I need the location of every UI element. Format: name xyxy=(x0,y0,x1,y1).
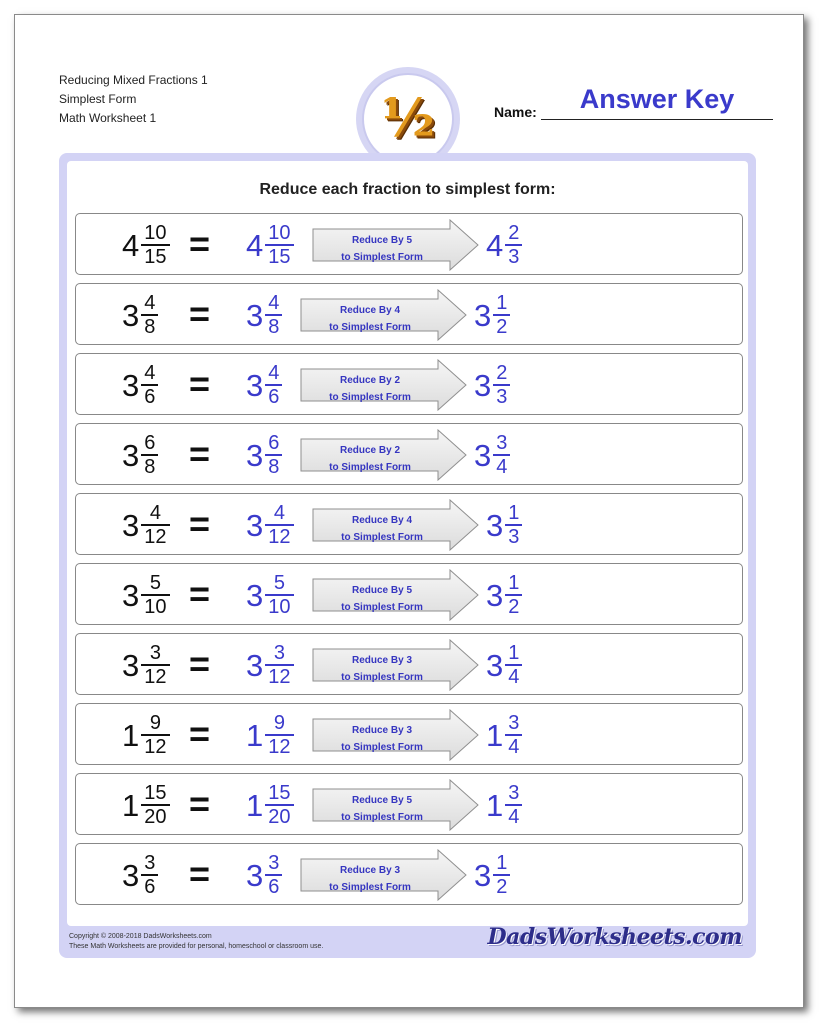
restated-mixed-fraction xyxy=(246,494,294,556)
question-mixed-fraction xyxy=(122,494,170,556)
simplest-form-label: to Simplest Form xyxy=(341,812,423,823)
reduce-text xyxy=(300,862,440,896)
question-numerator: 15 xyxy=(144,782,167,804)
footer-copyright xyxy=(69,932,323,952)
reduce-arrow xyxy=(312,499,480,551)
restated-fraction xyxy=(265,502,293,548)
reduce-text xyxy=(312,582,452,616)
question-mixed-fraction xyxy=(122,354,158,416)
question-whole: 1 xyxy=(122,717,140,753)
problem-row xyxy=(75,283,743,345)
restated-fraction xyxy=(265,782,293,828)
restated-denominator: 12 xyxy=(265,734,293,758)
question-whole: 4 xyxy=(122,227,140,263)
answer-denominator: 2 xyxy=(505,594,522,618)
usage-notice: These Math Worksheets are provided for personal, homeschool or classroom use. xyxy=(69,943,324,950)
answer-numerator: 2 xyxy=(496,362,508,384)
problem-row xyxy=(75,423,743,485)
restated-numerator: 4 xyxy=(268,292,280,314)
question-whole: 3 xyxy=(122,647,140,683)
question-mixed-fraction xyxy=(122,564,170,626)
restated-mixed-fraction xyxy=(246,214,294,276)
answer-fraction xyxy=(493,432,510,478)
answer-fraction xyxy=(493,362,510,408)
equals-sign: = xyxy=(189,783,211,824)
question-whole: 1 xyxy=(122,787,140,823)
reduce-arrow xyxy=(312,639,480,691)
restated-numerator: 15 xyxy=(268,782,291,804)
question-whole: 3 xyxy=(122,367,140,403)
restated-denominator: 8 xyxy=(265,454,282,478)
question-whole: 3 xyxy=(122,297,140,333)
question-numerator: 10 xyxy=(144,222,167,244)
reduce-text xyxy=(312,722,452,756)
restated-whole: 3 xyxy=(246,507,264,543)
question-denominator: 8 xyxy=(141,314,158,338)
question-mixed-fraction xyxy=(122,844,158,906)
answer-denominator: 3 xyxy=(505,244,522,268)
restated-fraction xyxy=(265,642,293,688)
question-fraction xyxy=(141,292,158,338)
answer-fraction xyxy=(493,292,510,338)
question-fraction xyxy=(141,222,169,268)
reduce-by-label: Reduce By 4 xyxy=(339,305,401,316)
restated-denominator: 8 xyxy=(265,314,282,338)
reduce-by-label: Reduce By 5 xyxy=(351,585,413,596)
reduce-arrow xyxy=(312,569,480,621)
answer-numerator: 1 xyxy=(508,642,520,664)
answer-denominator: 4 xyxy=(505,734,522,758)
reduce-arrow xyxy=(300,359,468,411)
restated-mixed-fraction xyxy=(246,354,282,416)
question-mixed-fraction xyxy=(122,634,170,696)
answer-fraction xyxy=(493,852,510,898)
reduce-by-label: Reduce By 5 xyxy=(351,235,413,246)
question-fraction xyxy=(141,432,158,478)
equals-sign: = xyxy=(189,573,211,614)
problems-panel xyxy=(59,153,756,958)
answer-numerator: 1 xyxy=(496,852,508,874)
answer-whole: 3 xyxy=(474,857,492,893)
question-mixed-fraction xyxy=(122,424,158,486)
restated-numerator: 4 xyxy=(273,502,285,524)
simplest-form-label: to Simplest Form xyxy=(329,462,411,473)
question-numerator: 4 xyxy=(144,362,156,384)
restated-whole: 3 xyxy=(246,577,264,613)
restated-numerator: 10 xyxy=(268,222,291,244)
name-line xyxy=(541,119,773,120)
simplest-form-label: to Simplest Form xyxy=(329,392,411,403)
question-numerator: 3 xyxy=(149,642,161,664)
reduce-arrow xyxy=(300,429,468,481)
answer-numerator: 2 xyxy=(508,222,520,244)
restated-mixed-fraction xyxy=(246,704,294,766)
question-fraction xyxy=(141,642,169,688)
simplest-form-label: to Simplest Form xyxy=(341,532,423,543)
answer-fraction xyxy=(505,572,522,618)
restated-mixed-fraction xyxy=(246,424,282,486)
worksheet-number: Math Worksheet 1 xyxy=(59,111,157,125)
answer-mixed-fraction xyxy=(486,214,522,276)
restated-denominator: 12 xyxy=(265,524,293,548)
question-numerator: 9 xyxy=(149,712,161,734)
answer-whole: 1 xyxy=(486,787,504,823)
problem-row xyxy=(75,633,743,695)
problem-row xyxy=(75,563,743,625)
reduce-text xyxy=(300,302,440,336)
reduce-by-label: Reduce By 2 xyxy=(339,375,401,386)
question-whole: 3 xyxy=(122,437,140,473)
answer-mixed-fraction xyxy=(474,354,510,416)
restated-fraction xyxy=(265,432,282,478)
equals-sign: = xyxy=(189,223,211,264)
answer-denominator: 2 xyxy=(493,874,510,898)
restated-denominator: 10 xyxy=(265,594,293,618)
answer-numerator: 1 xyxy=(508,572,520,594)
answer-fraction xyxy=(505,642,522,688)
instruction-text: Reduce each fraction to simplest form: xyxy=(259,181,556,198)
restated-numerator: 6 xyxy=(268,432,280,454)
answer-fraction xyxy=(505,712,522,758)
problems-panel-inner xyxy=(67,161,748,926)
reduce-text xyxy=(312,512,452,546)
reduce-arrow xyxy=(312,219,480,271)
answer-fraction xyxy=(505,222,522,268)
equals-sign: = xyxy=(189,503,211,544)
reduce-text xyxy=(312,652,452,686)
question-numerator: 4 xyxy=(149,502,161,524)
question-denominator: 15 xyxy=(141,244,169,268)
answer-denominator: 3 xyxy=(505,524,522,548)
question-denominator: 6 xyxy=(141,384,158,408)
answer-key-label: Answer Key xyxy=(579,84,735,114)
answer-mixed-fraction xyxy=(486,634,522,696)
question-denominator: 12 xyxy=(141,734,169,758)
problem-row xyxy=(75,213,743,275)
restated-numerator: 3 xyxy=(273,642,285,664)
reduce-arrow xyxy=(300,849,468,901)
answer-mixed-fraction xyxy=(486,494,522,556)
restated-mixed-fraction xyxy=(246,564,294,626)
dadsworksheets-logo: DadsWorksheets.com xyxy=(487,924,742,950)
restated-denominator: 15 xyxy=(265,244,293,268)
restated-mixed-fraction xyxy=(246,844,282,906)
equals-sign: = xyxy=(189,363,211,404)
reduce-text xyxy=(312,232,452,266)
answer-whole: 3 xyxy=(486,577,504,613)
answer-mixed-fraction xyxy=(474,284,510,346)
restated-fraction xyxy=(265,292,282,338)
equals-sign: = xyxy=(189,643,211,684)
restated-whole: 3 xyxy=(246,437,264,473)
question-fraction xyxy=(141,852,158,898)
question-fraction xyxy=(141,572,169,618)
question-whole: 3 xyxy=(122,857,140,893)
restated-whole: 1 xyxy=(246,787,264,823)
restated-numerator: 5 xyxy=(273,572,285,594)
question-whole: 3 xyxy=(122,507,140,543)
question-fraction xyxy=(141,712,169,758)
restated-fraction xyxy=(265,222,293,268)
restated-mixed-fraction xyxy=(246,634,294,696)
answer-numerator: 3 xyxy=(508,712,520,734)
answer-mixed-fraction xyxy=(474,424,510,486)
answer-whole: 3 xyxy=(474,297,492,333)
reduce-text xyxy=(312,792,452,826)
question-denominator: 12 xyxy=(141,524,169,548)
answer-numerator: 3 xyxy=(496,432,508,454)
answer-denominator: 4 xyxy=(505,664,522,688)
equals-sign: = xyxy=(189,433,211,474)
answer-denominator: 4 xyxy=(493,454,510,478)
reduce-by-label: Reduce By 3 xyxy=(339,865,401,876)
worksheet-title-block xyxy=(59,71,208,128)
answer-whole: 3 xyxy=(486,647,504,683)
answer-mixed-fraction xyxy=(486,704,522,766)
simplest-form-label: to Simplest Form xyxy=(329,322,411,333)
answer-numerator: 1 xyxy=(508,502,520,524)
answer-denominator: 3 xyxy=(493,384,510,408)
reduce-text xyxy=(300,442,440,476)
reduce-by-label: Reduce By 5 xyxy=(351,795,413,806)
problem-row xyxy=(75,703,743,765)
restated-whole: 3 xyxy=(246,367,264,403)
answer-mixed-fraction xyxy=(486,564,522,626)
restated-whole: 3 xyxy=(246,857,264,893)
restated-numerator: 4 xyxy=(268,362,280,384)
restated-denominator: 12 xyxy=(265,664,293,688)
question-mixed-fraction xyxy=(122,704,170,766)
answer-whole: 1 xyxy=(486,717,504,753)
restated-fraction xyxy=(265,852,282,898)
restated-denominator: 20 xyxy=(265,804,293,828)
equals-sign: = xyxy=(189,853,211,894)
reduce-arrow xyxy=(312,709,480,761)
copyright-text: Copyright © 2008-2018 DadsWorksheets.com xyxy=(69,933,212,940)
answer-fraction xyxy=(505,502,522,548)
answer-mixed-fraction xyxy=(486,774,522,836)
question-mixed-fraction xyxy=(122,774,170,836)
question-whole: 3 xyxy=(122,577,140,613)
equals-sign: = xyxy=(189,293,211,334)
question-denominator: 20 xyxy=(141,804,169,828)
restated-denominator: 6 xyxy=(265,384,282,408)
answer-numerator: 1 xyxy=(496,292,508,314)
restated-whole: 1 xyxy=(246,717,264,753)
question-denominator: 6 xyxy=(141,874,158,898)
answer-fraction xyxy=(505,782,522,828)
question-fraction xyxy=(141,502,169,548)
question-numerator: 5 xyxy=(149,572,161,594)
answer-whole: 3 xyxy=(474,367,492,403)
name-label: Name: xyxy=(494,104,537,120)
simplest-form-label: to Simplest Form xyxy=(341,672,423,683)
equals-sign: = xyxy=(189,713,211,754)
question-denominator: 8 xyxy=(141,454,158,478)
restated-numerator: 3 xyxy=(268,852,280,874)
answer-denominator: 4 xyxy=(505,804,522,828)
half-fraction-logo-text: ½ xyxy=(380,88,436,149)
answer-whole: 3 xyxy=(474,437,492,473)
answer-numerator: 3 xyxy=(508,782,520,804)
question-fraction xyxy=(141,362,158,408)
reduce-arrow xyxy=(300,289,468,341)
restated-mixed-fraction xyxy=(246,774,294,836)
problem-row xyxy=(75,493,743,555)
reduce-arrow xyxy=(312,779,480,831)
restated-fraction xyxy=(265,362,282,408)
problem-row xyxy=(75,773,743,835)
answer-mixed-fraction xyxy=(474,844,510,906)
simplest-form-label: to Simplest Form xyxy=(341,742,423,753)
question-denominator: 10 xyxy=(141,594,169,618)
restated-numerator: 9 xyxy=(273,712,285,734)
simplest-form-label: to Simplest Form xyxy=(341,602,423,613)
question-denominator: 12 xyxy=(141,664,169,688)
reduce-by-label: Reduce By 3 xyxy=(351,725,413,736)
reduce-by-label: Reduce By 3 xyxy=(351,655,413,666)
question-mixed-fraction xyxy=(122,214,170,276)
worksheet-title: Reducing Mixed Fractions 1 xyxy=(59,73,208,87)
problem-row xyxy=(75,353,743,415)
simplest-form-label: to Simplest Form xyxy=(341,252,423,263)
reduce-by-label: Reduce By 4 xyxy=(351,515,413,526)
restated-whole: 3 xyxy=(246,297,264,333)
problem-row xyxy=(75,843,743,905)
answer-denominator: 2 xyxy=(493,314,510,338)
question-numerator: 4 xyxy=(144,292,156,314)
reduce-text xyxy=(300,372,440,406)
restated-fraction xyxy=(265,712,293,758)
question-fraction xyxy=(141,782,169,828)
restated-denominator: 6 xyxy=(265,874,282,898)
restated-fraction xyxy=(265,572,293,618)
question-numerator: 6 xyxy=(144,432,156,454)
restated-whole: 4 xyxy=(246,227,264,263)
restated-whole: 3 xyxy=(246,647,264,683)
question-mixed-fraction xyxy=(122,284,158,346)
restated-mixed-fraction xyxy=(246,284,282,346)
worksheet-subtitle: Simplest Form xyxy=(59,92,137,106)
question-numerator: 3 xyxy=(144,852,156,874)
answer-whole: 3 xyxy=(486,507,504,543)
simplest-form-label: to Simplest Form xyxy=(329,882,411,893)
reduce-by-label: Reduce By 2 xyxy=(339,445,401,456)
answer-whole: 4 xyxy=(486,227,504,263)
